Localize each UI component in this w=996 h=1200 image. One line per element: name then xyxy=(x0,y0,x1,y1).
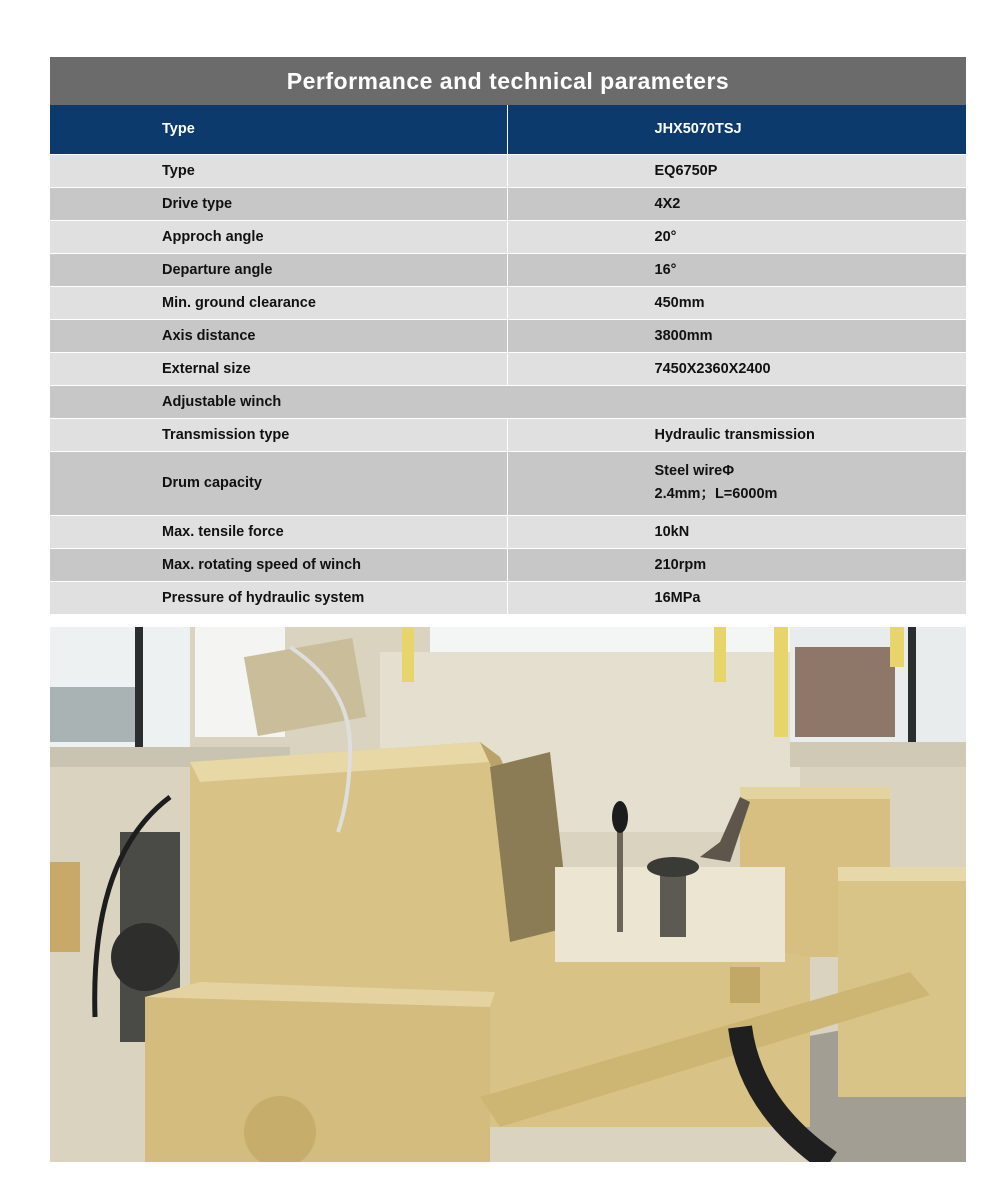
parameters-sheet xyxy=(50,57,966,614)
table-row xyxy=(50,187,966,220)
row-value-line: Steel wireΦ xyxy=(654,463,735,479)
row-label: Departure angle xyxy=(50,253,507,286)
row-value xyxy=(507,451,966,515)
row-label: Type xyxy=(50,154,507,187)
row-value: 7450X2360X2400 xyxy=(507,352,966,385)
table-title: Performance and technical parameters xyxy=(50,57,966,105)
row-label: Axis distance xyxy=(50,319,507,352)
row-value: 450mm xyxy=(507,286,966,319)
row-value: EQ6750P xyxy=(507,154,966,187)
table-row xyxy=(50,154,966,187)
row-value: Hydraulic transmission xyxy=(507,418,966,451)
row-value-line: 2.4mm；L=6000m xyxy=(654,486,778,502)
table-row xyxy=(50,581,966,614)
row-label: Drum capacity xyxy=(50,451,507,515)
row-label: Max. rotating speed of winch xyxy=(50,548,507,581)
table-row xyxy=(50,286,966,319)
table-row xyxy=(50,451,966,515)
row-label: Adjustable winch xyxy=(50,385,507,418)
row-label: Pressure of hydraulic system xyxy=(50,581,507,614)
row-value: 4X2 xyxy=(507,187,966,220)
row-value xyxy=(507,385,966,418)
row-label: Max. tensile force xyxy=(50,515,507,548)
row-label: External size xyxy=(50,352,507,385)
row-value: 3800mm xyxy=(507,319,966,352)
row-value: 210rpm xyxy=(507,548,966,581)
row-label: Transmission type xyxy=(50,418,507,451)
table-row xyxy=(50,220,966,253)
table-header-row xyxy=(50,105,966,154)
table-row xyxy=(50,515,966,548)
header-label: Type xyxy=(50,105,507,154)
table-row xyxy=(50,253,966,286)
winch-cab-photo xyxy=(50,627,966,1162)
table-row xyxy=(50,319,966,352)
row-value: 16MPa xyxy=(507,581,966,614)
header-value: JHX5070TSJ xyxy=(507,105,966,154)
table-row xyxy=(50,418,966,451)
row-label: Drive type xyxy=(50,187,507,220)
row-value: 16° xyxy=(507,253,966,286)
row-label: Approch angle xyxy=(50,220,507,253)
row-value: 20° xyxy=(507,220,966,253)
parameters-table xyxy=(50,105,966,614)
row-value: 10kN xyxy=(507,515,966,548)
table-row xyxy=(50,385,966,418)
row-label: Min. ground clearance xyxy=(50,286,507,319)
table-row xyxy=(50,352,966,385)
table-row xyxy=(50,548,966,581)
winch-cab-illustration xyxy=(50,627,966,1162)
